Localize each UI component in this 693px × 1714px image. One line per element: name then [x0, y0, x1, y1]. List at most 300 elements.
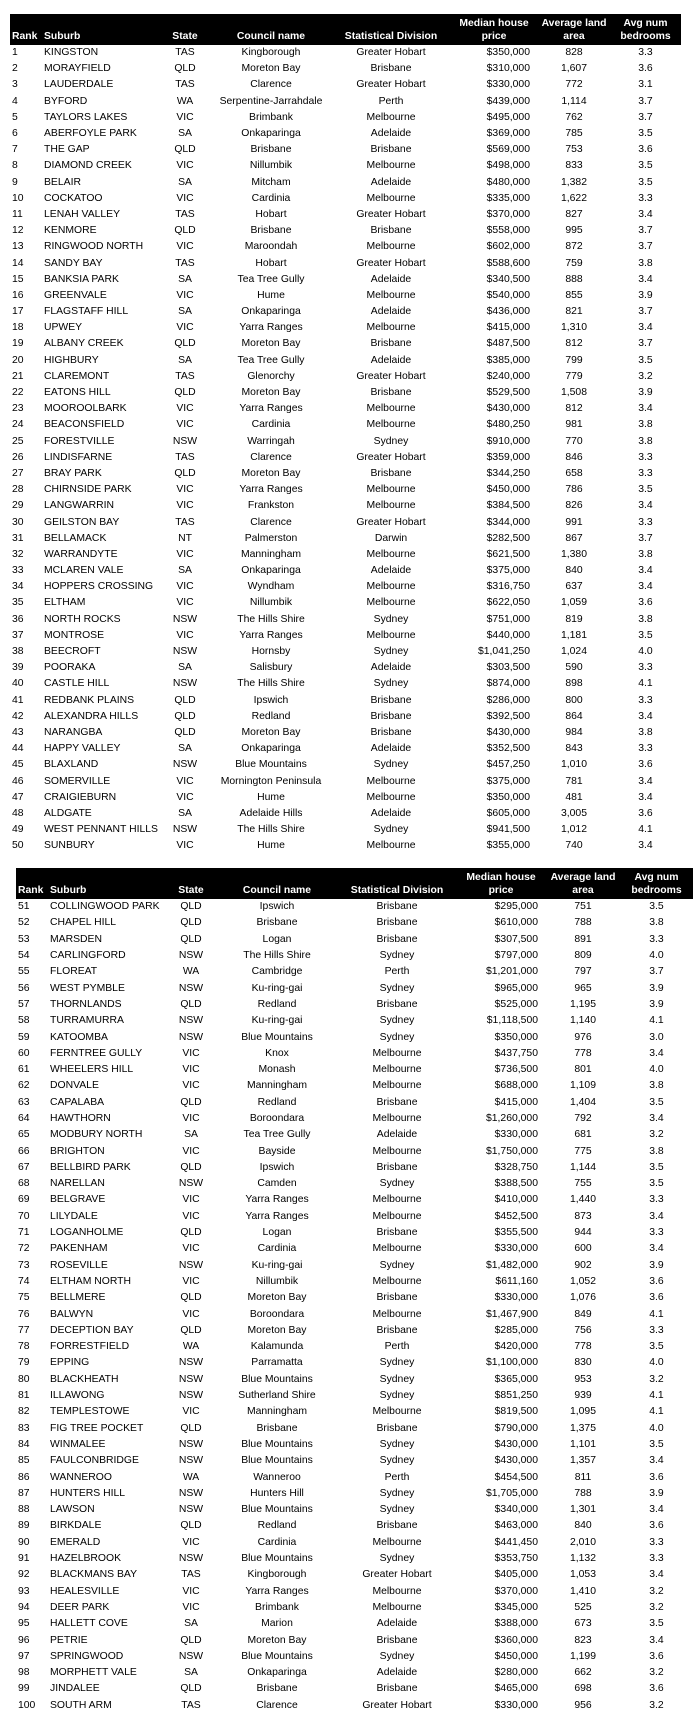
median-house-price-cell: $602,000: [486, 241, 530, 253]
avg-num-bedrooms-cell: 3.3: [638, 694, 653, 706]
council-name-cell: The Hills Shire: [237, 824, 305, 836]
council-name-cell: Marion: [261, 1618, 293, 1630]
statistical-division-cell: Greater Hobart: [356, 208, 426, 220]
suburb-cell: BRIGHTON: [50, 1145, 105, 1157]
rank-cell: 13: [12, 241, 24, 253]
median-house-price-cell: $430,000: [486, 403, 530, 415]
rank-cell: 50: [12, 840, 24, 852]
council-name-cell: Kingborough: [241, 47, 301, 59]
average-land-area-cell: 843: [565, 743, 583, 755]
median-house-price-cell: $388,000: [494, 1618, 538, 1630]
council-name-cell: Yarra Ranges: [239, 484, 303, 496]
council-name-cell: Warringah: [247, 435, 295, 447]
council-name-cell: Knox: [265, 1047, 289, 1059]
suburb-cell: TURRAMURRA: [50, 1015, 124, 1027]
statistical-division-cell: Brisbane: [376, 1683, 418, 1695]
statistical-division-cell: Brisbane: [370, 387, 412, 399]
median-house-price-cell: $454,500: [494, 1471, 538, 1483]
council-name-cell: Moreton Bay: [247, 1634, 307, 1646]
average-land-area-cell: 1,053: [569, 1569, 596, 1581]
header-rank: Rank: [12, 31, 38, 42]
statistical-division-cell: Melbourne: [366, 791, 416, 803]
table-row: [10, 158, 681, 174]
table-row: [16, 1339, 693, 1355]
statistical-division-cell: Greater Hobart: [362, 1699, 432, 1711]
rank-cell: 72: [18, 1243, 30, 1255]
suburb-ranking-table-1: [10, 14, 681, 854]
avg-num-bedrooms-cell: 3.6: [649, 1292, 664, 1304]
statistical-division-cell: Melbourne: [372, 1113, 422, 1124]
table-row: [10, 644, 681, 660]
council-name-cell: Cardinia: [257, 1243, 297, 1255]
statistical-division-cell: Adelaide: [370, 306, 412, 318]
rank-cell: 35: [12, 597, 24, 609]
rank-cell: 16: [12, 289, 24, 301]
state-cell: QLD: [174, 144, 196, 156]
table-row: [16, 1046, 693, 1062]
table-row: [10, 757, 681, 773]
median-house-price-cell: $525,000: [494, 998, 538, 1010]
median-house-price-cell: $295,000: [494, 901, 538, 913]
avg-num-bedrooms-cell: 4.1: [638, 824, 653, 836]
council-name-cell: Kalamunda: [250, 1341, 304, 1353]
state-cell: SA: [178, 176, 192, 188]
median-house-price-cell: $874,000: [486, 678, 530, 690]
suburb-cell: UPWEY: [44, 322, 83, 334]
average-land-area-cell: 1,375: [569, 1422, 596, 1434]
council-name-cell: Boroondara: [249, 1308, 305, 1320]
average-land-area-cell: 821: [565, 306, 583, 318]
council-name-cell: Cardinia: [251, 419, 291, 431]
header-statistical-division: Statistical Division: [350, 885, 444, 896]
council-name-cell: Yarra Ranges: [239, 403, 303, 415]
header-avg-num-bedrooms: Avg num bedrooms: [620, 18, 671, 42]
average-land-area-cell: 1,052: [569, 1275, 596, 1287]
avg-num-bedrooms-cell: 3.3: [638, 662, 653, 674]
avg-num-bedrooms-cell: 3.5: [638, 354, 653, 366]
suburb-cell: HAPPY VALLEY: [44, 743, 121, 755]
state-cell: NSW: [172, 824, 198, 836]
rank-cell: 75: [18, 1292, 30, 1304]
state-cell: SA: [184, 1618, 198, 1630]
avg-num-bedrooms-cell: 3.2: [649, 1699, 664, 1711]
statistical-division-cell: Brisbane: [370, 338, 412, 350]
table-row: [10, 563, 681, 579]
rank-cell: 98: [18, 1667, 30, 1679]
avg-num-bedrooms-cell: 4.1: [649, 1390, 664, 1402]
rank-cell: 82: [18, 1406, 30, 1418]
avg-num-bedrooms-cell: 3.3: [649, 1324, 664, 1336]
statistical-division-cell: Adelaide: [376, 1667, 418, 1679]
council-name-cell: Cardinia: [257, 1536, 297, 1548]
avg-num-bedrooms-cell: 3.4: [638, 208, 653, 220]
rank-cell: 4: [12, 95, 18, 107]
rank-cell: 41: [12, 694, 24, 706]
statistical-division-cell: Greater Hobart: [356, 257, 426, 269]
suburb-cell: NORTH ROCKS: [44, 613, 121, 625]
median-house-price-cell: $1,041,250: [477, 646, 530, 658]
statistical-division-cell: Adelaide: [376, 1129, 418, 1141]
statistical-division-cell: Melbourne: [366, 500, 416, 512]
table-row: [16, 1583, 693, 1599]
state-cell: VIC: [176, 581, 194, 593]
rank-cell: 42: [12, 710, 24, 722]
rank-cell: 76: [18, 1308, 30, 1320]
state-cell: VIC: [182, 1601, 200, 1613]
rank-cell: 29: [12, 500, 24, 512]
avg-num-bedrooms-cell: 3.5: [649, 1161, 664, 1173]
state-cell: QLD: [180, 917, 202, 929]
table-row: [10, 482, 681, 498]
average-land-area-cell: 681: [574, 1129, 592, 1141]
average-land-area-cell: 891: [574, 933, 592, 945]
median-house-price-cell: $310,000: [486, 63, 530, 75]
average-land-area-cell: 956: [574, 1699, 592, 1711]
state-cell: SA: [178, 565, 192, 577]
statistical-division-cell: Adelaide: [370, 807, 412, 819]
average-land-area-cell: 792: [574, 1113, 592, 1124]
median-house-price-cell: $1,467,900: [485, 1308, 538, 1320]
average-land-area-cell: 1,012: [560, 824, 587, 836]
statistical-division-cell: Adelaide: [370, 743, 412, 755]
table-row: [10, 94, 681, 110]
rank-cell: 61: [18, 1064, 30, 1076]
average-land-area-cell: 1,144: [569, 1161, 596, 1173]
suburb-cell: LILYDALE: [50, 1210, 98, 1222]
median-house-price-cell: $437,750: [494, 1047, 538, 1059]
median-house-price-cell: $1,750,000: [485, 1145, 538, 1157]
rank-cell: 71: [18, 1227, 30, 1239]
rank-cell: 47: [12, 791, 24, 803]
table-row: [16, 948, 693, 964]
avg-num-bedrooms-cell: 3.8: [649, 1080, 664, 1092]
suburb-cell: DECEPTION BAY: [50, 1324, 134, 1336]
avg-num-bedrooms-cell: 3.6: [638, 759, 653, 771]
council-name-cell: Yarra Ranges: [239, 322, 303, 334]
statistical-division-cell: Brisbane: [376, 1096, 418, 1108]
council-name-cell: Monash: [258, 1064, 296, 1076]
median-house-price-cell: $430,000: [494, 1455, 538, 1467]
average-land-area-cell: 995: [565, 225, 583, 237]
state-cell: QLD: [180, 1096, 202, 1108]
average-land-area-cell: 864: [565, 710, 583, 722]
state-cell: VIC: [176, 840, 194, 852]
suburb-cell: CARLINGFORD: [50, 950, 126, 962]
table-row: [16, 1241, 693, 1257]
avg-num-bedrooms-cell: 3.7: [649, 966, 664, 978]
state-cell: NSW: [178, 1650, 204, 1662]
state-cell: VIC: [176, 160, 194, 172]
rank-cell: 80: [18, 1373, 30, 1385]
statistical-division-cell: Sydney: [379, 1178, 415, 1190]
header-suburb: Suburb: [50, 885, 87, 896]
suburb-cell: HEALESVILLE: [50, 1585, 120, 1597]
suburb-cell: POORAKA: [44, 662, 96, 674]
average-land-area-cell: 1,440: [569, 1194, 596, 1206]
suburb-cell: REDBANK PLAINS: [44, 694, 135, 706]
state-cell: NSW: [172, 646, 198, 658]
table-row: [16, 1502, 693, 1518]
median-house-price-cell: $1,118,500: [486, 1015, 538, 1027]
table-row: [10, 255, 681, 271]
rank-cell: 68: [18, 1178, 30, 1190]
table-row: [10, 385, 681, 401]
state-cell: VIC: [182, 1275, 200, 1287]
state-cell: QLD: [180, 1422, 202, 1434]
median-house-price-cell: $498,000: [486, 160, 530, 172]
suburb-cell: CHAPEL HILL: [50, 917, 117, 929]
median-house-price-cell: $335,000: [486, 192, 530, 204]
average-land-area-cell: 819: [565, 613, 583, 625]
statistical-division-cell: Melbourne: [366, 403, 416, 415]
average-land-area-cell: 1,410: [569, 1585, 596, 1597]
council-name-cell: Bayside: [258, 1145, 296, 1157]
table-row: [16, 1078, 693, 1094]
suburb-cell: ROSEVILLE: [50, 1259, 108, 1271]
statistical-division-cell: Sydney: [379, 1504, 415, 1516]
suburb-cell: FORRESTFIELD: [50, 1341, 130, 1353]
table-row: [10, 693, 681, 709]
table-row: [10, 320, 681, 336]
state-cell: QLD: [180, 1227, 202, 1239]
average-land-area-cell: 812: [565, 338, 583, 350]
council-name-cell: Mitcham: [251, 176, 291, 188]
table-row: [10, 790, 681, 806]
suburb-cell: KATOOMBA: [50, 1031, 108, 1043]
rank-cell: 91: [18, 1553, 30, 1565]
rank-cell: 37: [12, 629, 24, 641]
council-name-cell: Tea Tree Gully: [237, 354, 305, 366]
state-cell: VIC: [182, 1064, 200, 1076]
state-cell: QLD: [180, 1161, 202, 1173]
council-name-cell: Brisbane: [256, 917, 298, 929]
table-row: [10, 223, 681, 239]
state-cell: VIC: [182, 1210, 200, 1222]
rank-cell: 18: [12, 322, 24, 334]
rank-cell: 55: [18, 966, 30, 978]
avg-num-bedrooms-cell: 3.6: [638, 144, 653, 156]
council-name-cell: Redland: [257, 1520, 297, 1532]
statistical-division-cell: Perth: [378, 95, 404, 107]
table-row: [16, 1258, 693, 1274]
average-land-area-cell: 797: [574, 966, 592, 978]
council-name-cell: Blue Mountains: [241, 1650, 313, 1662]
statistical-division-cell: Brisbane: [376, 1161, 418, 1173]
suburb-cell: EATONS HILL: [44, 387, 111, 399]
suburb-cell: BELLAMACK: [44, 532, 107, 544]
suburb-cell: BANKSIA PARK: [44, 273, 119, 285]
statistical-division-cell: Melbourne: [372, 1536, 422, 1548]
avg-num-bedrooms-cell: 3.8: [649, 917, 664, 929]
avg-num-bedrooms-cell: 4.0: [649, 1357, 664, 1369]
header-state: State: [172, 31, 198, 42]
average-land-area-cell: 976: [574, 1031, 592, 1043]
table-row: [10, 660, 681, 676]
statistical-division-cell: Melbourne: [366, 322, 416, 334]
statistical-division-cell: Sydney: [379, 1357, 415, 1369]
council-name-cell: Blue Mountains: [235, 759, 307, 771]
avg-num-bedrooms-cell: 3.8: [638, 548, 653, 560]
suburb-cell: PAKENHAM: [50, 1243, 108, 1255]
suburb-cell: TEMPLESTOWE: [50, 1406, 130, 1418]
state-cell: NSW: [172, 613, 198, 625]
median-house-price-cell: $365,000: [494, 1373, 538, 1385]
table-row: [10, 676, 681, 692]
median-house-price-cell: $405,000: [494, 1569, 538, 1581]
suburb-cell: FORESTVILLE: [44, 435, 115, 447]
average-land-area-cell: 1,109: [569, 1080, 596, 1092]
state-cell: TAS: [181, 1699, 201, 1711]
average-land-area-cell: 873: [574, 1210, 592, 1222]
avg-num-bedrooms-cell: 3.4: [638, 581, 653, 593]
rank-cell: 54: [18, 950, 30, 962]
suburb-cell: COLLINGWOOD PARK: [50, 901, 160, 913]
state-cell: SA: [178, 807, 192, 819]
council-name-cell: Ipswich: [253, 694, 289, 706]
avg-num-bedrooms-cell: 3.4: [649, 1113, 664, 1124]
council-name-cell: Brisbane: [256, 1683, 298, 1695]
suburb-cell: BLACKMANS BAY: [50, 1569, 138, 1581]
council-name-cell: Sutherland Shire: [238, 1390, 316, 1402]
avg-num-bedrooms-cell: 4.1: [649, 1308, 664, 1320]
average-land-area-cell: 1,382: [560, 176, 587, 188]
statistical-division-cell: Brisbane: [370, 144, 412, 156]
average-land-area-cell: 778: [574, 1047, 592, 1059]
council-name-cell: Glenorchy: [247, 370, 295, 382]
state-cell: TAS: [175, 79, 195, 91]
average-land-area-cell: 1,181: [560, 629, 587, 641]
rank-cell: 40: [12, 678, 24, 690]
statistical-division-cell: Melbourne: [372, 1243, 422, 1255]
suburb-cell: THE GAP: [44, 144, 90, 156]
median-house-price-cell: $688,000: [494, 1080, 538, 1092]
state-cell: NSW: [178, 1178, 204, 1190]
state-cell: NSW: [178, 1504, 204, 1516]
avg-num-bedrooms-cell: 3.4: [649, 1455, 664, 1467]
council-name-cell: Clarence: [250, 79, 292, 91]
avg-num-bedrooms-cell: 3.5: [649, 1341, 664, 1353]
table-row: [16, 1013, 693, 1029]
suburb-cell: FLAGSTAFF HILL: [44, 306, 129, 318]
average-land-area-cell: 781: [565, 775, 583, 787]
avg-num-bedrooms-cell: 3.3: [649, 1536, 664, 1548]
average-land-area-cell: 833: [565, 160, 583, 172]
council-name-cell: Nillumbik: [255, 1275, 299, 1287]
council-name-cell: Brisbane: [250, 144, 292, 156]
average-land-area-cell: 1,101: [569, 1438, 596, 1450]
suburb-cell: SOMERVILLE: [44, 775, 111, 787]
state-cell: VIC: [176, 548, 194, 560]
average-land-area-cell: 827: [565, 208, 583, 220]
rank-cell: 92: [18, 1569, 30, 1581]
suburb-cell: BEECROFT: [44, 646, 101, 658]
rank-cell: 33: [12, 565, 24, 577]
state-cell: VIC: [176, 629, 194, 641]
median-house-price-cell: $751,000: [486, 613, 530, 625]
average-land-area-cell: 637: [565, 581, 583, 593]
statistical-division-cell: Brisbane: [370, 694, 412, 706]
council-name-cell: Ipswich: [259, 1161, 295, 1173]
suburb-cell: ALDGATE: [44, 807, 92, 819]
avg-num-bedrooms-cell: 3.4: [638, 710, 653, 722]
table-row: [16, 1160, 693, 1176]
statistical-division-cell: Brisbane: [376, 1292, 418, 1304]
average-land-area-cell: 755: [574, 1178, 592, 1190]
rank-cell: 3: [12, 79, 18, 91]
avg-num-bedrooms-cell: 3.9: [649, 1487, 664, 1499]
suburb-cell: LAWSON: [50, 1504, 95, 1516]
rank-cell: 63: [18, 1096, 30, 1108]
average-land-area-cell: 953: [574, 1373, 592, 1385]
rank-cell: 21: [12, 370, 24, 382]
avg-num-bedrooms-cell: 3.6: [649, 1275, 664, 1287]
statistical-division-cell: Sydney: [373, 759, 409, 771]
avg-num-bedrooms-cell: 3.7: [638, 338, 653, 350]
table-row: [16, 1306, 693, 1322]
rank-cell: 60: [18, 1047, 30, 1059]
state-cell: TAS: [181, 1569, 201, 1581]
statistical-division-cell: Adelaide: [370, 176, 412, 188]
statistical-division-cell: Melbourne: [366, 419, 416, 431]
average-land-area-cell: 823: [574, 1634, 592, 1646]
avg-num-bedrooms-cell: 3.5: [638, 128, 653, 140]
average-land-area-cell: 525: [574, 1601, 592, 1613]
avg-num-bedrooms-cell: 3.2: [638, 370, 653, 382]
average-land-area-cell: 785: [565, 128, 583, 140]
average-land-area-cell: 1,059: [560, 597, 587, 609]
avg-num-bedrooms-cell: 3.4: [649, 1047, 664, 1059]
suburb-cell: SANDY BAY: [44, 257, 103, 269]
median-house-price-cell: $440,000: [486, 629, 530, 641]
rank-cell: 19: [12, 338, 24, 350]
statistical-division-cell: Sydney: [379, 1438, 415, 1450]
avg-num-bedrooms-cell: 3.3: [638, 47, 653, 59]
avg-num-bedrooms-cell: 4.1: [649, 1015, 664, 1027]
median-house-price-cell: $375,000: [486, 565, 530, 577]
avg-num-bedrooms-cell: 3.5: [649, 901, 664, 913]
avg-num-bedrooms-cell: 3.2: [649, 1129, 664, 1141]
median-house-price-cell: $910,000: [486, 435, 530, 447]
avg-num-bedrooms-cell: 3.4: [638, 403, 653, 415]
council-name-cell: Hobart: [255, 257, 287, 269]
average-land-area-cell: 944: [574, 1227, 592, 1239]
council-name-cell: Onkaparinga: [241, 306, 301, 318]
suburb-cell: JINDALEE: [50, 1683, 100, 1695]
statistical-division-cell: Sydney: [379, 950, 415, 962]
table-row: [10, 806, 681, 822]
median-house-price-cell: $1,705,000: [485, 1487, 538, 1499]
state-cell: QLD: [180, 933, 202, 945]
suburb-cell: BELGRAVE: [50, 1194, 106, 1206]
avg-num-bedrooms-cell: 3.3: [649, 1194, 664, 1206]
state-cell: SA: [178, 273, 192, 285]
state-cell: NSW: [172, 759, 198, 771]
rank-cell: 64: [18, 1113, 30, 1124]
median-house-price-cell: $286,000: [486, 694, 530, 706]
average-land-area-cell: 830: [574, 1357, 592, 1369]
table-row: [16, 1681, 693, 1697]
header-state: State: [178, 885, 204, 896]
statistical-division-cell: Adelaide: [370, 662, 412, 674]
council-name-cell: Yarra Ranges: [239, 629, 303, 641]
median-house-price-cell: $452,500: [494, 1210, 538, 1222]
suburb-cell: MCLAREN VALE: [44, 565, 124, 577]
median-house-price-cell: $369,000: [486, 128, 530, 140]
council-name-cell: Ku-ring-gai: [251, 1259, 303, 1271]
suburb-cell: BRAY PARK: [44, 467, 102, 479]
avg-num-bedrooms-cell: 3.4: [649, 1569, 664, 1581]
table-row: [10, 628, 681, 644]
